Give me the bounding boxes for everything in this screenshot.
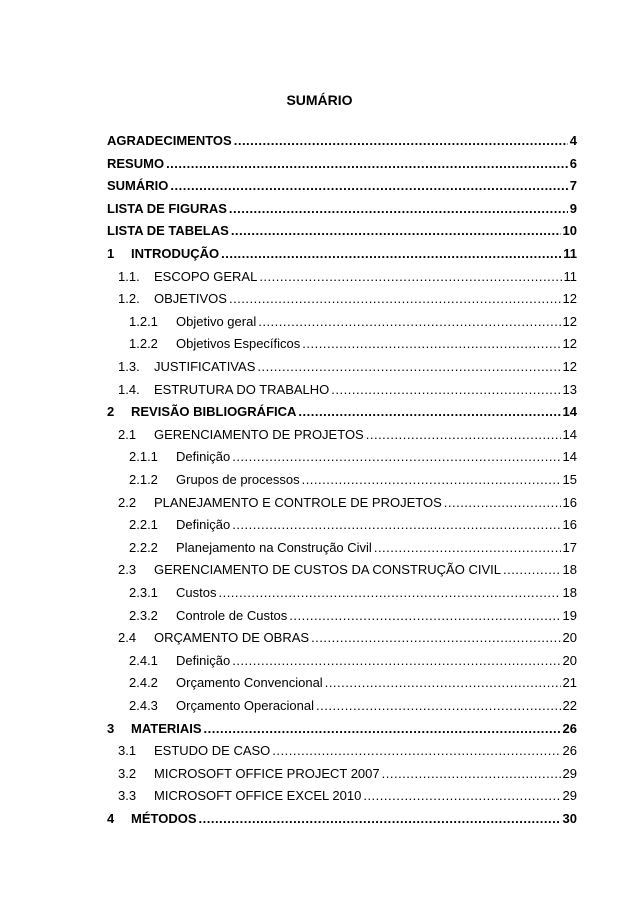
toc-entry-label: Objetivos Específicos — [176, 336, 301, 352]
toc-entry[interactable] — [129, 605, 577, 623]
toc-entry[interactable] — [118, 424, 577, 442]
toc-entry-page: 29 — [562, 788, 577, 804]
toc-entry-label: SUMÁRIO — [107, 178, 169, 194]
dot-leader — [257, 359, 560, 374]
dot-leader — [374, 540, 561, 555]
toc-entry-number: 2.1.2 — [129, 472, 158, 487]
toc-entry-number: 2.2 — [118, 494, 137, 510]
toc-entry[interactable] — [118, 559, 577, 577]
dot-leader — [311, 630, 560, 645]
dot-leader — [166, 156, 568, 171]
toc-entry-page: 30 — [562, 811, 577, 826]
toc-entry-page: 11 — [563, 246, 577, 261]
toc-entry[interactable] — [107, 401, 577, 419]
toc-entry-label: MICROSOFT OFFICE EXCEL 2010 — [154, 788, 362, 804]
toc-entry-label: Definição — [176, 652, 231, 668]
toc-entry-number: 1.2. — [118, 291, 140, 307]
toc-entry-number: 3.1 — [118, 743, 137, 759]
toc-entry-number: 4 — [107, 811, 115, 826]
toc-entry-label: Definição — [176, 449, 231, 465]
toc-entry[interactable] — [118, 627, 577, 645]
toc-entry[interactable] — [129, 514, 577, 532]
toc-entry[interactable] — [118, 740, 577, 758]
toc-entry-number: 2.1.1 — [129, 449, 158, 465]
toc-entry-page: 12 — [562, 336, 577, 352]
toc-entry[interactable] — [107, 198, 577, 216]
toc-entry[interactable] — [107, 718, 577, 736]
toc-entry-page: 11 — [563, 268, 577, 284]
toc-entry[interactable] — [129, 650, 577, 668]
toc-entry-number: 2 — [107, 404, 115, 420]
dot-leader — [170, 178, 567, 193]
toc-entry-label: LISTA DE TABELAS — [107, 223, 229, 239]
toc-entry-number: 3.3 — [118, 788, 137, 804]
toc-entry[interactable] — [129, 695, 577, 713]
toc-entry-number: 2.1 — [118, 426, 137, 442]
toc-entry[interactable] — [107, 808, 577, 826]
toc-entry-label: Orçamento Convencional — [176, 675, 323, 691]
dot-leader — [503, 562, 561, 577]
toc-entry-page: 4 — [569, 133, 577, 148]
toc-entry-page: 20 — [562, 630, 577, 646]
toc-entry-number: 2.4 — [118, 630, 137, 646]
dot-leader — [366, 427, 561, 442]
toc-entry-label: OBJETIVOS — [154, 291, 227, 307]
dot-leader — [363, 788, 560, 803]
toc-entry-page: 7 — [569, 178, 577, 194]
dot-leader — [444, 495, 561, 510]
toc-entry-page: 18 — [562, 562, 577, 578]
toc-entry-number: 2.3 — [118, 562, 137, 578]
toc-entry-page: 6 — [569, 155, 577, 171]
toc-entry-page: 12 — [562, 291, 577, 307]
dot-leader — [234, 133, 568, 148]
toc-entry-number: 1 — [107, 246, 115, 261]
toc-entry-label: MATERIAIS — [131, 720, 202, 736]
toc-entry-page: 14 — [562, 426, 577, 442]
toc-entry-number: 2.3.1 — [129, 585, 158, 600]
toc-entry-page: 18 — [562, 585, 577, 600]
toc-entry-page: 29 — [562, 765, 577, 781]
dot-leader — [221, 246, 561, 261]
dot-leader — [204, 721, 561, 736]
toc-entry-label: GERENCIAMENTO DE PROJETOS — [154, 426, 364, 442]
toc-entry-label: Grupos de processos — [176, 472, 300, 487]
toc-entry-label: Objetivo geral — [176, 313, 257, 329]
dot-leader — [302, 336, 560, 351]
toc-entry[interactable] — [129, 672, 577, 690]
toc-entry-label: Orçamento Operacional — [176, 698, 315, 713]
toc-entry[interactable] — [118, 785, 577, 803]
toc-entry[interactable] — [118, 266, 577, 284]
toc-entry-number: 2.4.2 — [129, 675, 158, 691]
toc-entry-page: 14 — [562, 449, 577, 465]
toc-entry-page: 15 — [562, 472, 577, 487]
toc-entry-page: 16 — [562, 494, 577, 510]
dot-leader — [289, 608, 560, 623]
dot-leader — [302, 472, 561, 487]
toc-entry[interactable] — [107, 220, 577, 238]
toc-entry[interactable] — [118, 288, 577, 306]
dot-leader — [272, 743, 560, 758]
toc-entry-page: 26 — [562, 720, 577, 736]
dot-leader — [259, 269, 561, 284]
toc-entry-page: 22 — [562, 698, 577, 713]
toc-entry-page: 14 — [562, 404, 577, 420]
dot-leader — [232, 653, 560, 668]
dot-leader — [258, 314, 560, 329]
dot-leader — [325, 675, 561, 690]
toc-entry-label: ESTUDO DE CASO — [154, 743, 271, 759]
toc-entry-page: 12 — [562, 313, 577, 329]
toc-entry-page: 19 — [562, 607, 577, 623]
toc-entry-label: LISTA DE FIGURAS — [107, 200, 227, 216]
dot-leader — [199, 811, 561, 826]
toc-entry-label: JUSTIFICATIVAS — [154, 359, 256, 374]
toc-entry-number: 2.4.1 — [129, 652, 158, 668]
toc-entry-label: ORÇAMENTO DE OBRAS — [154, 630, 310, 646]
toc-entry[interactable] — [129, 333, 577, 351]
toc-entry[interactable] — [129, 537, 577, 555]
toc-entry-number: 1.2.2 — [129, 336, 158, 352]
toc-entry-page: 10 — [562, 223, 577, 239]
toc-entry[interactable] — [129, 469, 577, 487]
toc-entry-label: INTRODUÇÃO — [131, 246, 220, 261]
toc-entry[interactable] — [129, 446, 577, 464]
toc-entry[interactable] — [107, 243, 577, 261]
toc-entry-number: 1.3. — [118, 359, 140, 374]
toc-entry-label: PLANEJAMENTO E CONTROLE DE PROJETOS — [154, 494, 442, 510]
dot-leader — [231, 223, 561, 238]
toc-entry-number: 2.3.2 — [129, 607, 158, 623]
toc-entry-page: 17 — [562, 539, 577, 555]
toc-entry-number: 2.2.1 — [129, 517, 158, 533]
toc-entry[interactable] — [107, 130, 577, 148]
dot-leader — [331, 382, 560, 397]
toc-entry-page: 20 — [562, 652, 577, 668]
toc-entry[interactable] — [118, 763, 577, 781]
toc-entry-page: 13 — [562, 381, 577, 397]
toc-entry-label: REVISÃO BIBLIOGRÁFICA — [131, 404, 297, 420]
toc-entry-label: GERENCIAMENTO DE CUSTOS DA CONSTRUÇÃO CIVIL — [154, 562, 501, 578]
toc-entry-label: Custos — [176, 585, 217, 600]
toc-entry-label: MÉTODOS — [131, 811, 197, 826]
dot-leader — [229, 201, 568, 216]
toc-entry-label: Definição — [176, 517, 231, 533]
toc-entry[interactable] — [107, 153, 577, 171]
page-title: SUMÁRIO — [286, 92, 353, 108]
toc-entry-page: 26 — [562, 743, 577, 759]
toc-entry-label: RESUMO — [107, 155, 165, 171]
toc-entry-label: Planejamento na Construção Civil — [176, 539, 372, 555]
toc-entry-number: 2.4.3 — [129, 698, 158, 713]
toc-entry-label: ESCOPO GERAL — [154, 268, 258, 284]
dot-leader — [229, 291, 561, 306]
toc-entry-number: 3 — [107, 720, 115, 736]
toc-entry[interactable] — [118, 492, 577, 510]
toc-entry-page: 16 — [562, 517, 577, 533]
dot-leader — [218, 585, 560, 600]
toc-entry-label: AGRADECIMENTOS — [107, 133, 232, 148]
toc-entry-number: 3.2 — [118, 765, 137, 781]
toc-entry[interactable] — [129, 582, 577, 600]
dot-leader — [316, 698, 561, 713]
toc-entry-page: 9 — [569, 200, 577, 216]
toc-entry[interactable] — [107, 175, 577, 193]
toc-entry-number: 1.4. — [118, 381, 140, 397]
toc-entry-number: 1.2.1 — [129, 313, 158, 329]
toc-entry-label: Controle de Custos — [176, 607, 288, 623]
dot-leader — [298, 404, 560, 419]
toc-entry-page: 21 — [562, 675, 577, 691]
dot-leader — [232, 517, 560, 532]
dot-leader — [232, 449, 560, 464]
toc-entry[interactable] — [118, 356, 577, 374]
toc-entry[interactable] — [129, 311, 577, 329]
toc-entry-number: 1.1. — [118, 268, 140, 284]
toc-entry-label: MICROSOFT OFFICE PROJECT 2007 — [154, 765, 380, 781]
toc-entry-number: 2.2.2 — [129, 539, 158, 555]
dot-leader — [382, 766, 561, 781]
toc-entry-label: ESTRUTURA DO TRABALHO — [154, 381, 330, 397]
toc-entry[interactable] — [118, 379, 577, 397]
toc-entry-page: 12 — [562, 359, 577, 374]
